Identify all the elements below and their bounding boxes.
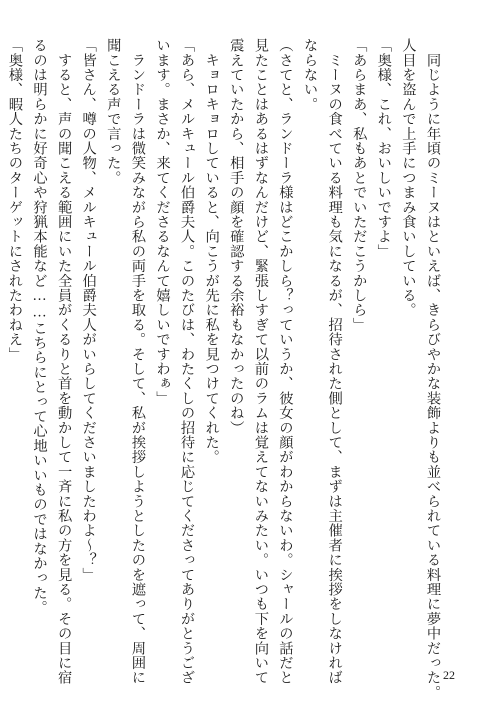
text-line: ミーヌの食べている料理も気になるが、招待された側として、まずは主催者に挨拶をしなければ [326,38,343,685]
text-line: るのは明らかに好奇心や狩猟本能など……こちらにとって心地いいものではなかった。 [31,38,48,615]
text-line: ならない。 [302,38,319,112]
text-line: キョロキョロしていると、向こうが先に私を見つけてくれた。 [203,38,220,465]
text-line: 人目を盗んで上手につまみ食いしている。 [400,38,417,318]
text-line: 「あらまあ、私もあとでいただこうかしら」 [351,38,368,332]
text-line: 震えていたから、相手の顔を確認する余裕もなかったのね） [228,38,245,435]
text-line: 同じように年頃のミーヌはといえば、きらびやかな装飾よりも並べられている料理に夢中だった。 [425,38,441,700]
text-line: います。まさか、来てくださるなんて嬉しいですわぁ」 [154,38,171,406]
body-text [6,38,445,700]
text-line: 聞こえる声で言った。 [105,38,122,185]
text-line: 「あら、メルキュール伯爵夫人。このたびは、わたくしの招待に応じてくださってありがとうござ [179,38,196,685]
text-line: ランドーラは微笑みながら私の両手を取る。そして、私が挨拶しようとしたのを遮って、周囲に [129,38,146,685]
text-line: 「奥様、暇人たちのターゲットにされたわねえ」 [6,38,23,362]
text-line: （さてと、ランドーラ様はどこかしら？っていうか、彼女の顔がわからないわ。シャールの話だと [277,38,294,685]
text-line: 見たことはあるはずなんだけど、緊張しすぎて以前のラムは覚えてないみたい。いつも下を向いて [252,38,269,685]
text-line: すると、声の聞こえる範囲にいた全員がくるりと首を動かして一斉に私の方を見る。その目に宿 [56,38,73,685]
page-number: 22 [443,668,455,682]
text-line: 「皆さん、噂の人物、メルキュール伯爵夫人がいらしてくださいましたわよ～？」 [80,38,97,582]
text-line: 「奥様、これ、おいしいですよ」 [375,38,392,259]
